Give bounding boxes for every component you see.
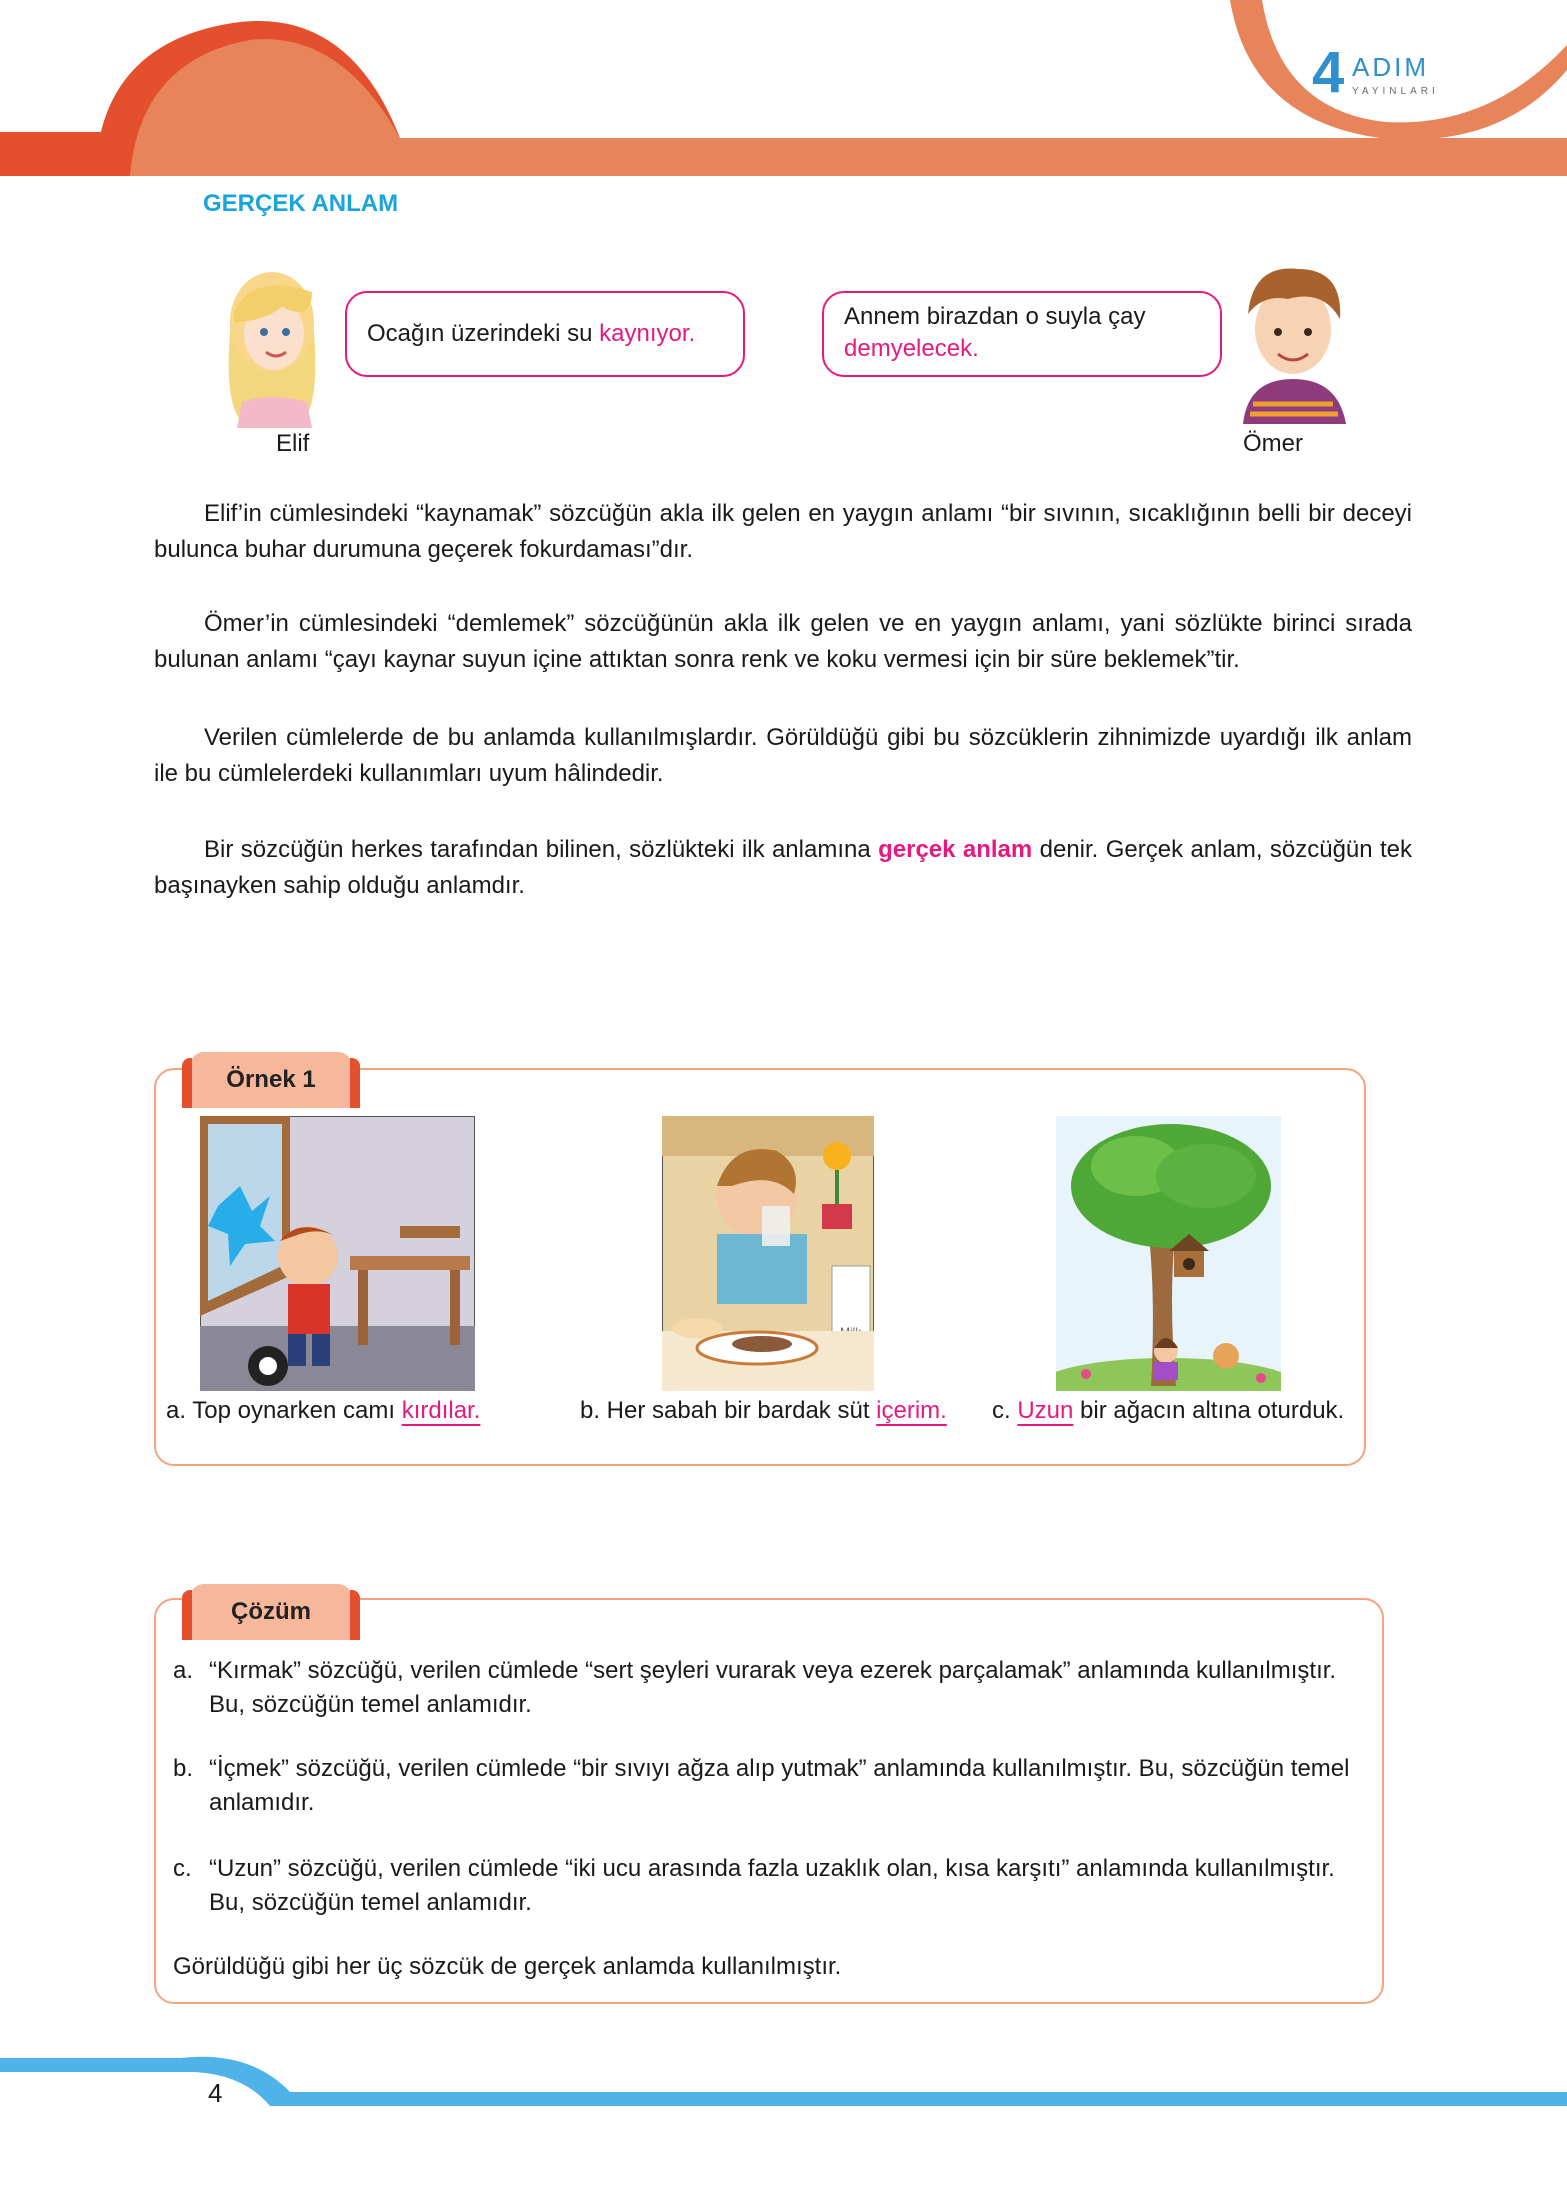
example-c-keyword: Uzun <box>1017 1397 1074 1424</box>
solution-tab <box>190 1584 352 1640</box>
paragraph-3: Verilen cümlelerde de bu anlamda kullanılmışlardır. Görüldüğü gibi bu sözcüklerin zihnimizde uyardığı ilk anlam ile bu cümlelerdeki kullanımları uyum hâlindedir. <box>154 724 1412 787</box>
elif-name: Elif <box>276 430 310 457</box>
example-sentence-a <box>166 1394 480 1428</box>
omer-illustration <box>1228 254 1358 424</box>
example-b-keyword: içerim. <box>876 1397 947 1424</box>
elif-speech-highlight: kaynıyor. <box>599 320 696 347</box>
section-title: GERÇEK ANLAM <box>203 190 399 217</box>
example-c-prefix: c. <box>992 1397 1018 1424</box>
solution-a-text: “Kırmak” sözcüğü, verilen cümlede “sert şeyleri vurarak veya ezerek parçalamak” anlamında kullanılmıştır. Bu, sözcüğün temel anlamıdır. <box>209 1657 1337 1718</box>
example-a-text: a. Top oynarken camı <box>166 1397 402 1424</box>
broken-window-illustration <box>200 1116 475 1391</box>
paragraph-1: Elif’in cümlesindeki “kaynamak” sözcüğün akla ilk gelen en yaygın anlamı “bir sıvının, sıcaklığının belli bir deceyi bulunca buhar durumuna geçerek fokurdaması”dır. <box>154 500 1412 563</box>
logo-subtitle: YAYINLARI <box>1352 86 1439 97</box>
omer-speech-text: Annem birazdan o suyla çay <box>844 303 1146 330</box>
paragraph-4 <box>154 832 1412 904</box>
example-sentence-c <box>992 1394 1344 1428</box>
elif-speech-text: Ocağın üzerindeki su <box>367 320 600 347</box>
omer-speech-bubble <box>822 291 1222 377</box>
logo-word: ADIM <box>1352 52 1429 82</box>
page-number: 4 <box>208 2078 223 2108</box>
drinking-milk-illustration <box>662 1116 874 1391</box>
footer-decoration <box>0 2030 1567 2150</box>
elif-illustration <box>212 252 332 428</box>
tree-illustration <box>1056 1116 1281 1391</box>
solution-a-label: a. <box>173 1657 194 1684</box>
example-sentence-b <box>580 1394 947 1428</box>
paragraph-2: Ömer’in cümlesindeki “demlemek” sözcüğünün akla ilk gelen ve en yaygın anlamı, yani sözlükte birinci sırada bulunan anlamı “çayı kaynar suyun içine attıktan sonra renk ve koku vermesi için bir süre beklemek”tir. <box>154 610 1412 673</box>
solution-item-b <box>173 1752 1363 1820</box>
publisher-logo <box>1312 40 1452 106</box>
omer-name: Ömer <box>1243 430 1303 457</box>
example-title: Örnek 1 <box>226 1066 316 1093</box>
term-highlight: gerçek anlam <box>878 836 1033 863</box>
solution-item-c <box>173 1852 1363 1920</box>
omer-speech-highlight: demyelecek. <box>844 335 979 362</box>
paragraph-4-start: Bir sözcüğün herkes tarafından bilinen, sözlükteki ilk anlamına <box>204 836 879 863</box>
example-c-text: bir ağacın altına oturduk. <box>1073 1397 1345 1424</box>
solution-b-text: “İçmek” sözcüğü, verilen cümlede “bir sıvıyı ağza alıp yutmak” anlamında kullanılmıştır. Bu, sözcüğün temel anlamıdır. <box>209 1755 1350 1816</box>
solution-conclusion: Görüldüğü gibi her üç sözcük de gerçek anlamda kullanılmıştır. <box>173 1953 842 1980</box>
example-tab <box>190 1052 352 1108</box>
solution-item-a <box>173 1654 1363 1722</box>
solution-c-text: “Uzun” sözcüğü, verilen cümlede “iki ucu arasında fazla uzaklık olan, kısa karşıtı” anlamında kullanılmıştır. Bu, sözcüğün temel anlamıdır. <box>209 1855 1335 1916</box>
logo-digit: 4 <box>1312 40 1345 105</box>
example-b-text: b. Her sabah bir bardak süt <box>580 1397 877 1424</box>
solution-title: Çözüm <box>231 1598 311 1625</box>
example-a-keyword: kırdılar. <box>401 1397 481 1424</box>
elif-speech-bubble <box>345 291 745 377</box>
solution-b-label: b. <box>173 1755 194 1782</box>
solution-c-label: c. <box>173 1855 192 1882</box>
paragraph-4-end: denir. Gerçek anlam, sözcüğün tek başınayken sahip olduğu anlamdır. <box>154 836 1413 899</box>
